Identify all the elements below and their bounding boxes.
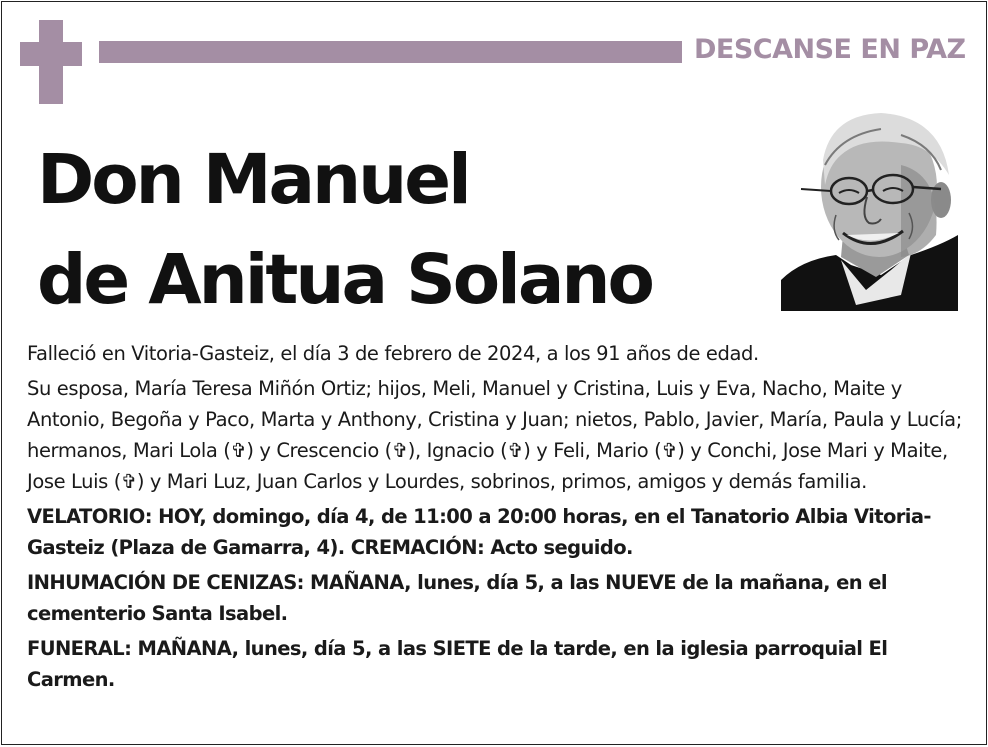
portrait-photo xyxy=(781,105,958,311)
family-list: Su esposa, María Teresa Miñón Ortiz; hijos, Meli, Manuel y Cristina, Luis y Eva, Nacho, Maite y Antonio, Begoña y Paco, Marta y Anthony, Cristina y Juan; nietos, Pablo, Javier, María, Paula y Lucía; hermanos, Mari Lola (✞) y Crescencio (✞), Ignacio (✞) y Feli, Mario (✞) y Conchi, Jose Mari y Maite, Jose Luis (✞) y Mari Luz, Juan Carlos y Lourdes, sobrinos, primos, amigos y demás familia. xyxy=(27,377,962,493)
header-title: DESCANSE EN PAZ xyxy=(694,34,966,65)
inhumacion-info: INHUMACIÓN DE CENIZAS: MAÑANA, lunes, día 5, a las NUEVE de la mañana, en el cementerio Santa Isabel. xyxy=(27,571,887,625)
obituary-card xyxy=(1,1,987,745)
deceased-name xyxy=(37,130,757,330)
notice-body xyxy=(27,338,962,699)
name-line-2: de Anitua Solano xyxy=(37,240,652,320)
header-divider-bar xyxy=(99,41,682,63)
death-statement: Falleció en Vitoria-Gasteiz, el día 3 de febrero de 2024, a los 91 años de edad. xyxy=(27,342,759,365)
latin-cross-icon xyxy=(20,20,82,104)
name-line-1: Don Manuel xyxy=(37,140,469,220)
funeral-info: FUNERAL: MAÑANA, lunes, día 5, a las SIETE de la tarde, en la iglesia parroquial El Carmen. xyxy=(27,637,888,691)
velatorio-info: VELATORIO: HOY, domingo, día 4, de 11:00 a 20:00 horas, en el Tanatorio Albia Vitoria-Gasteiz (Plaza de Gamarra, 4). CREMACIÓN: Acto seguido. xyxy=(27,505,931,559)
